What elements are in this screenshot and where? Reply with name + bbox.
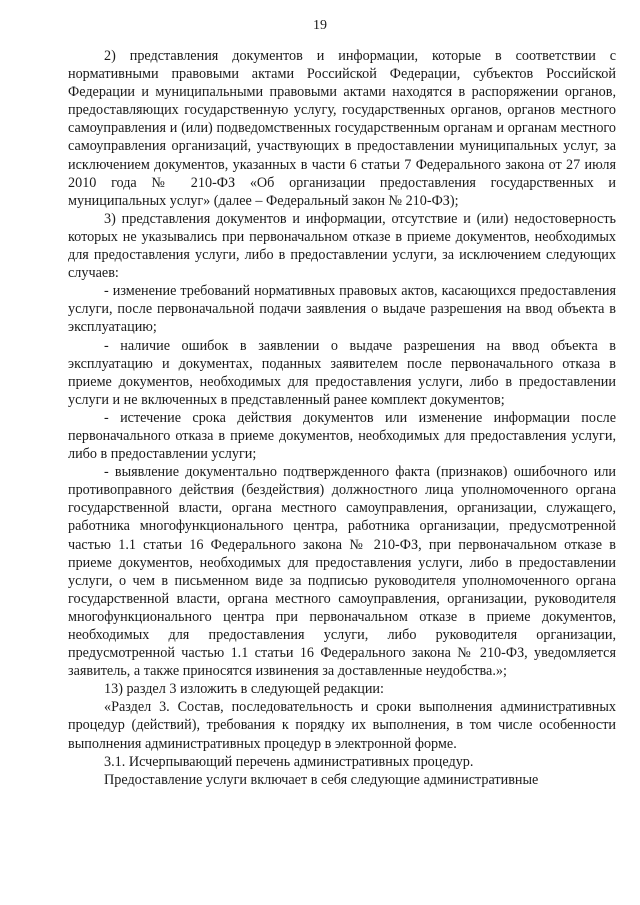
list-item: - выявление документально подтвержденного факта (признаков) ошибочного или противоправного действия (бездействия) должностного лица уполномоченного органа государственной власти, органа местного самоуправления, организации, служащего, работника многофункционального центра, работника организации, предусмотренной частью 1.1 статьи 16 Федерального закона № 210-ФЗ, при первоначальном отказе в приеме документов, необходимых для предоставления услуги, либо в предоставлении услуги, о чем в письменном виде за подписью руководителя уполномоченного органа государственной власти, органа местного самоуправления, организации, руководителя многофункционального центра при первоначальном отказе в приеме документов, необходимых для предоставления услуги, либо руководителя организации, предусмотренной частью 1.1 статьи 16 Федерального закона № 210-ФЗ, уведомляется заявитель, а также приносятся извинения за доставленные неудобства.»; xyxy=(68,464,616,680)
subsection-heading: 3.1. Исчерпывающий перечень административных процедур. xyxy=(104,753,474,770)
section-heading: «Раздел 3. Состав, последовательность и сроки выполнения административных процедур (действий), требования к порядку их выполнения, в том числе особенности выполнения административных процедур в электронной форме. xyxy=(68,699,616,752)
list-item: - наличие ошибок в заявлении о выдаче разрешения на ввод объекта в эксплуатацию и документах, поданных заявителем после первоначального отказа в приеме документов, необходимых для предоставления услуги, либо в предоставлении услуги и не включенных в представленный ранее комплект документов; xyxy=(68,337,616,408)
paragraph: 2) представления документов и информации, которые в соответствии с нормативными правовыми актами Российской Федерации, субъектов Российской Федерации и муниципальными правовыми актами находятся в распоряжении органов, предоставляющих государственную услугу, государственных органов, органов местного самоуправления и (или) подведомственных государственным органам и органам местного самоуправления организаций, участвующих в предоставлении муниципальных услуг, за исключением документов, указанных в части 6 статьи 7 Федерального закона от 27 июля 2010 года № 210-ФЗ «Об организации предоставления государственных и муниципальных услуг» (далее – Федеральный закон № 210-ФЗ); xyxy=(68,48,616,209)
paragraph: 13) раздел 3 изложить в следующей редакции: xyxy=(104,681,384,698)
page-number: 19 xyxy=(313,18,327,33)
document-body xyxy=(68,47,616,789)
list-item: - изменение требований нормативных правовых актов, касающихся предоставления услуги, после первоначальной подачи заявления о выдаче разрешения на ввод объекта в эксплуатацию; xyxy=(68,283,616,336)
paragraph: Предоставление услуги включает в себя следующие административные xyxy=(104,771,539,788)
paragraph: 3) представления документов и информации, отсутствие и (или) недостоверность которых не указывались при первоначальном отказе в приеме документов, необходимых для предоставления услуги, либо в предоставлении услуги, за исключением следующих случаев: xyxy=(68,210,616,282)
list-item: - истечение срока действия документов или изменение информации после первоначального отказа в приеме документов, необходимых для предоставления услуги, либо в предоставлении услуги; xyxy=(68,409,616,463)
